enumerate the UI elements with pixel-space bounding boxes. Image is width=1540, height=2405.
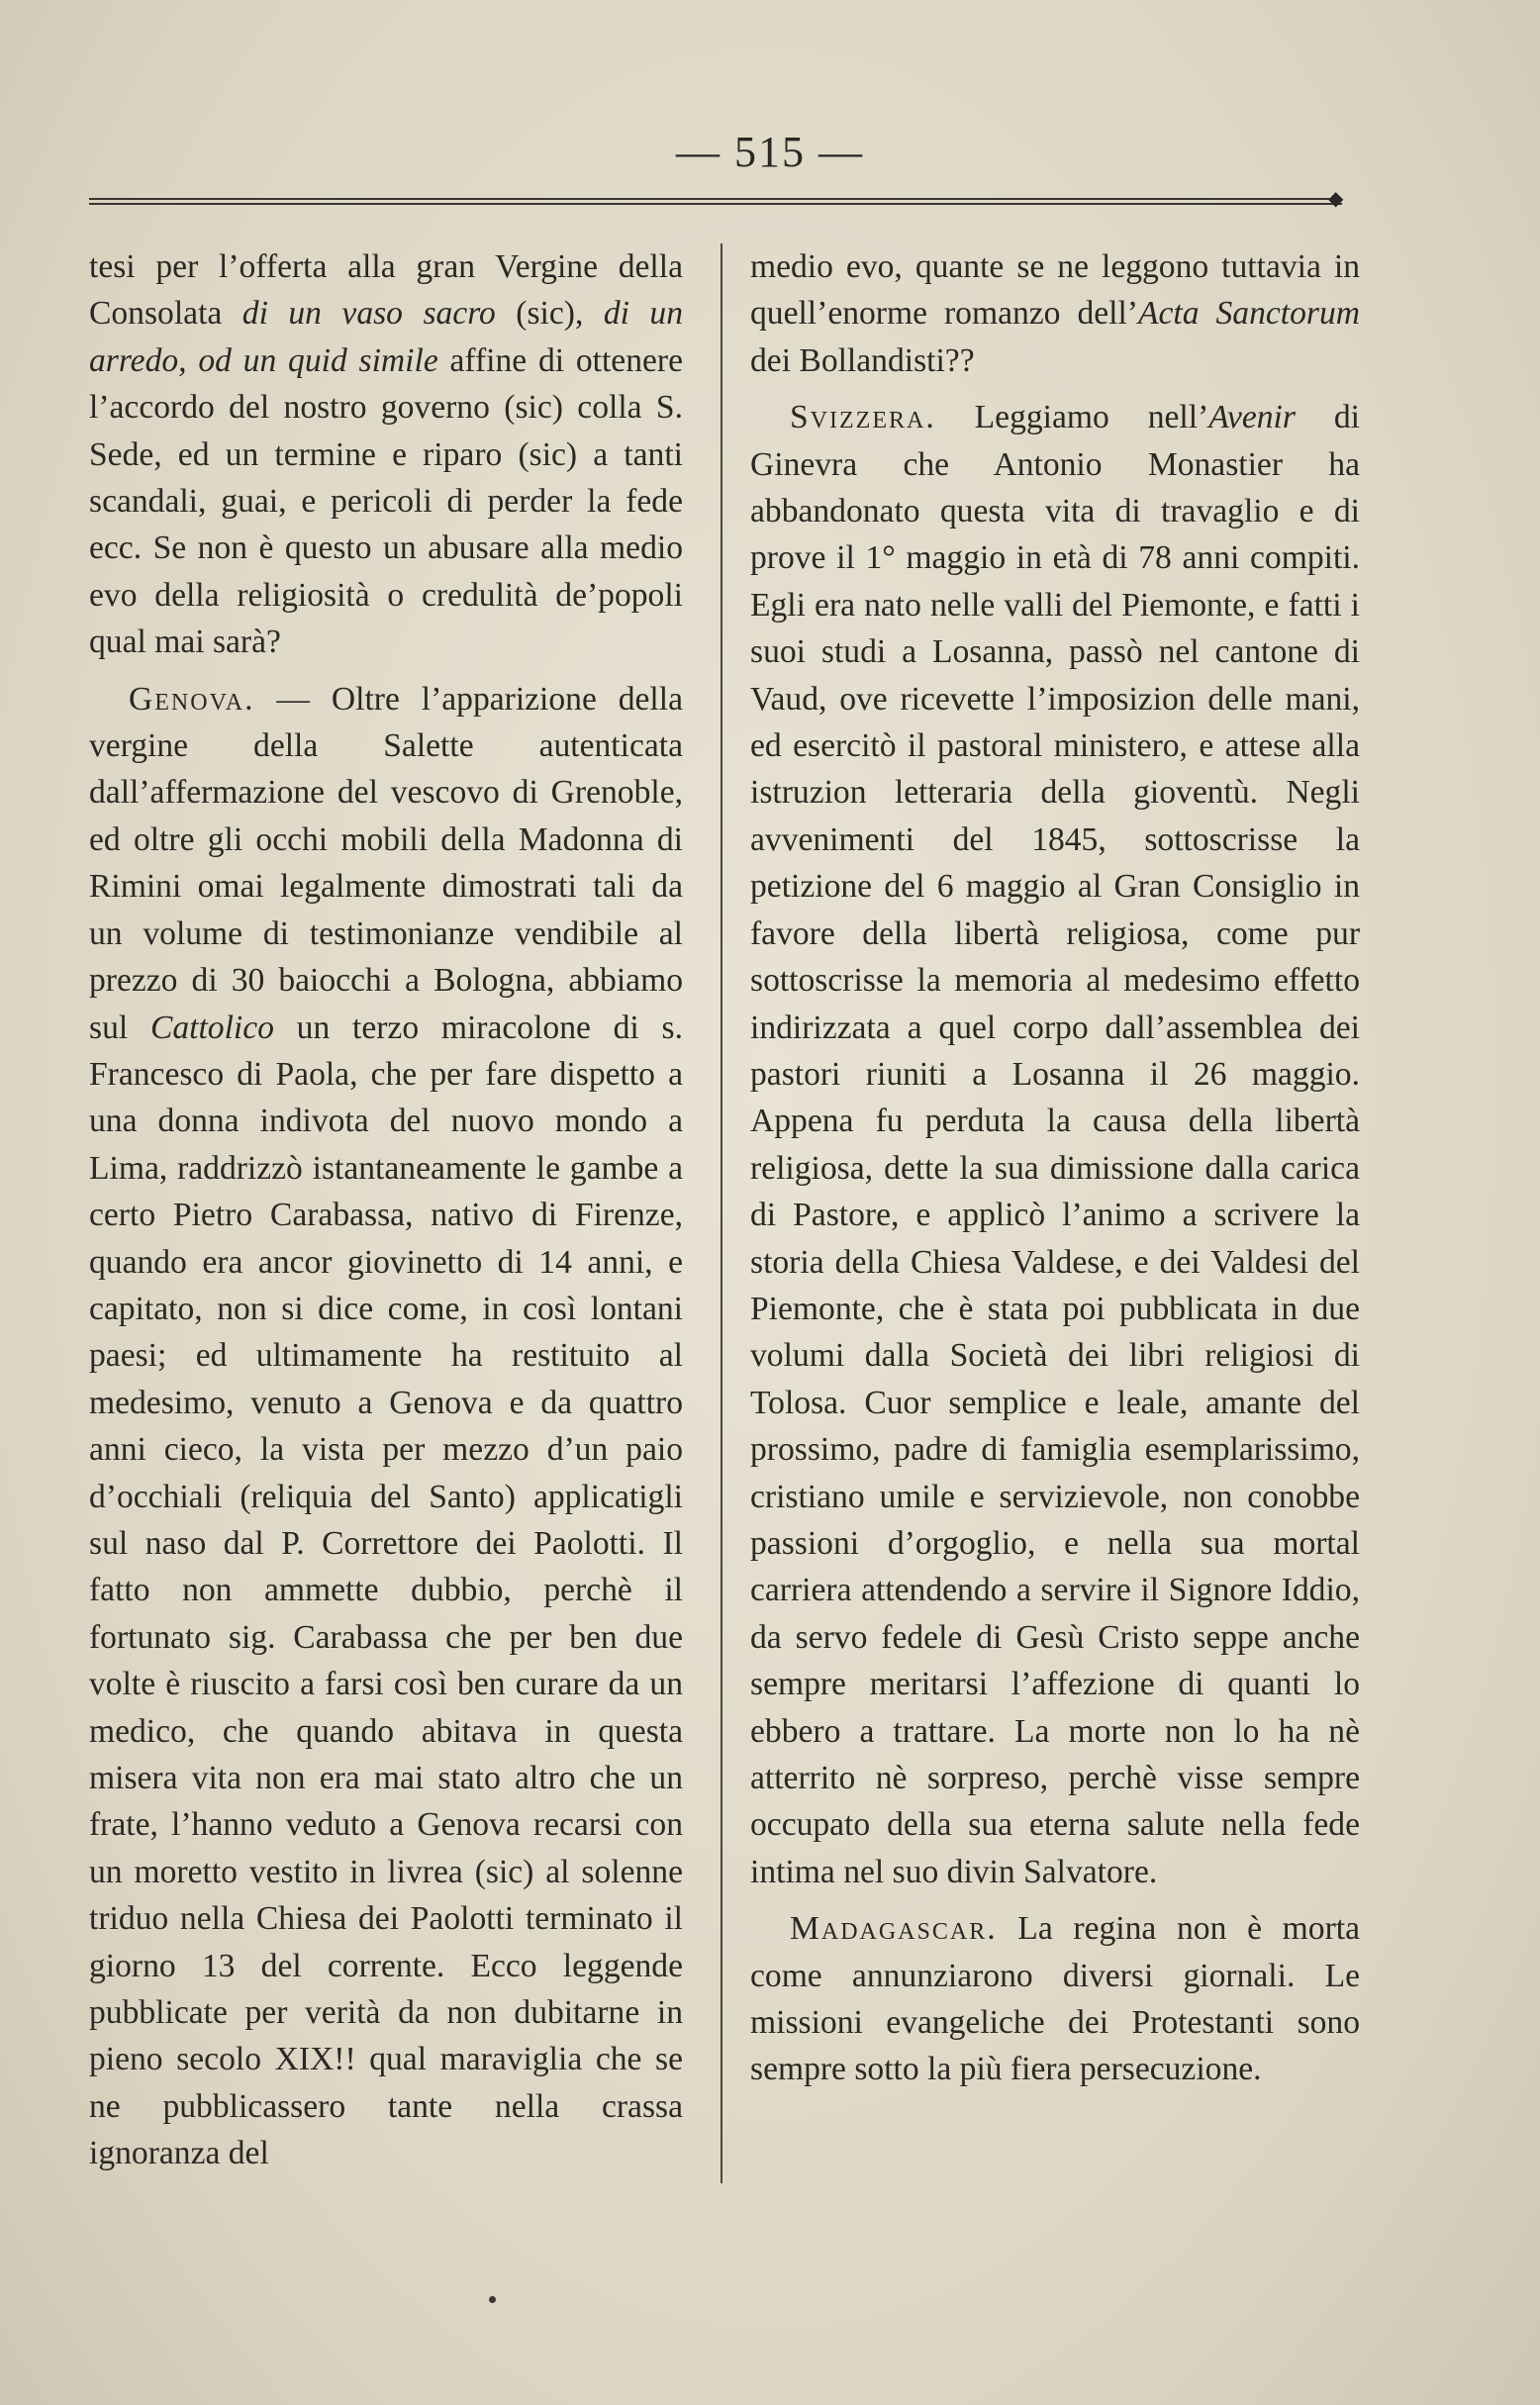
text-run: dei Bollandisti?? (750, 341, 975, 379)
italic-run: di un vaso sacro (241, 295, 496, 333)
page-number: — 515 — (676, 128, 864, 176)
left-column (89, 243, 683, 2177)
italic-run: Avenir (1208, 399, 1296, 436)
italic-run: di un arredo, od un quid simile (89, 295, 683, 379)
text-run: medio evo, quante se ne leggono tuttavia in quell’enorme romanzo dell’ (750, 248, 1360, 333)
text-run: Leggiamo nell’ (935, 399, 1209, 436)
header-rule (89, 198, 1342, 205)
text-run: (sic), (495, 295, 604, 333)
section-lead-svizzera: Svizzera. (790, 399, 936, 436)
text-run: di Ginevra che Antonio Monastier ha abbandonato questa vita di travaglio e di prove il 1° maggio in età di 78 anni compiti. Egli era nato nelle valli del Piemonte, e fatti i suoi studi a Losanna, passò nel cantone di Vaud, ove ricevette l’imposizion delle mani, ed esercitò il pastoral ministero, e attese alla istruzion letteraria della gioventù. Negli avvenimenti del 1845, sottoscrisse la petizione del 6 maggio al Gran Consiglio in favore della libertà religiosa, come pur sottoscrisse la memoria al medesimo effetto indirizzata a quel corpo dall’assemblea dei pastori riuniti a Losanna il 26 maggio. Appena fu perduta la causa della libertà religiosa, dette la sua dimissione dalla carica di Pastore, e applicò l’animo a scrivere la storia della Chiesa Valdese, e dei Valdesi del Piemonte, che è stata poi pubblicata in due volumi dalla Società dei libri religiosi di Tolosa. Cuor semplice e leale, amante del prossimo, padre di famiglia esemplarissimo, cristiano umile e servizievole, non conobbe passioni d’orgoglio, e nella sua mortal carriera attendendo a servire il Signore Iddio, da servo fedele di Gesù Cristo seppe anche sempre meritarsi l’affezione di quanti lo ebbero a trattare. La morte non lo ha nè atterrito nè sorpreso, perchè visse sempre occupato della sua eterna salute nella fede intima nel suo divin Salvatore. (750, 399, 1360, 1890)
text-run: un terzo miracolone di s. Francesco di Paola, che per fare dispetto a una donna indivota del nuovo mondo a Lima, raddrizzò istantaneamente le gambe a certo Pietro Carabassa, nativo di Firenze, quando era ancor giovinetto di 14 anni, e capitato, non si dice come, in così lontani paesi; ed ultimamente ha restituito al medesimo, venuto a Genova e da quattro anni cieco, la vista per mezzo d’un paio d’occhiali (reliquia del Santo) applicatigli sul naso dal P. Correttore dei Paolotti. Il fatto non ammette dubbio, perchè il fortunato sig. Carabassa che per ben due volte è riuscito a farsi così ben curare da un medico, che quando abitava in questa misera vita non era mai stato altro che un frate, l’hanno veduto a Genova recarsi con un moretto vestito in livrea (sic) al solenne triduo nella Chiesa dei Paolotti terminato il giorno 13 del corrente. Ecco leggende pubblicate per verità da non dubitarne in pieno secolo XIX!! qual maraviglia che se ne pubblicassero tante nella crassa ignoranza del (89, 1009, 683, 2172)
italic-run: Acta Sanctorum (1137, 295, 1360, 333)
text-run: — Oltre l’apparizione della vergine della Salette autenticata dall’affermazione del vescovo di Grenoble, ed oltre gli occhi mobili della Madonna di Rimini omai legalmente dimostrati tali da un volume di testimonianze vendibile al prezzo di 30 baiocchi a Bologna, abbiamo sul (89, 680, 683, 1046)
paragraph-continued (89, 243, 683, 666)
right-column (750, 243, 1360, 2093)
paragraph-genova (89, 676, 683, 2177)
text-run: affine di ottenere l’accordo del nostro governo (sic) colla S. Sede, ed un termine e riparo (sic) a tanti scandali, guai, e pericoli di perder la fede ecc. Se non è questo un abusare alla medio evo della religiosità o credulità de’popoli qual mai sarà? (89, 341, 683, 661)
italic-run: Cattolico (149, 1009, 274, 1046)
section-lead-genova: Genova. (129, 680, 255, 718)
section-lead-madagascar: Madagascar. (790, 1910, 998, 1948)
text-run: La regina non è morta come annunziarono diversi giornali. Le missioni evangeliche dei Protestanti sono sempre sotto la più fiera persecuzione. (750, 1910, 1360, 2088)
text-run: tesi per l’offerta alla gran Vergine della Consolata (89, 248, 683, 333)
rule-ornament: ◆ (1328, 188, 1344, 210)
paragraph-madagascar (750, 1905, 1360, 2093)
paragraph-svizzera (750, 394, 1360, 1895)
paragraph-continued (750, 243, 1360, 384)
column-divider (721, 243, 722, 2183)
ink-dot (489, 2296, 496, 2303)
